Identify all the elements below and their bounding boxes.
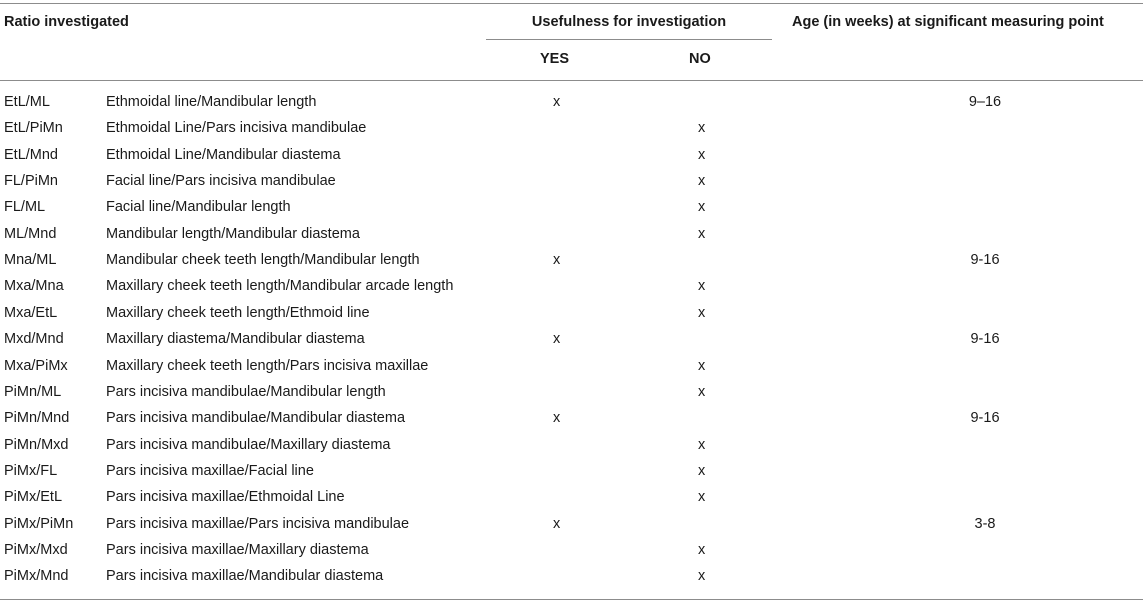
table-row (0, 249, 1143, 275)
cell-yes-mark: x (553, 515, 561, 532)
table-row (0, 565, 1143, 591)
cell-yes-mark: x (553, 94, 561, 110)
table-row (0, 513, 1143, 539)
cell-age-weeks: 9-16 (970, 410, 1000, 427)
header-rule (0, 80, 1143, 81)
cell-yes-mark: x (553, 331, 561, 348)
cell-ratio-abbr: FL/ML (4, 199, 46, 216)
cell-no-mark: x (698, 173, 706, 190)
cell-no-mark: x (698, 383, 706, 400)
header-yes: YES (540, 51, 570, 67)
header-ratio: Ratio investigated (4, 14, 129, 30)
cell-age-weeks: 9-16 (970, 252, 1000, 269)
cell-ratio-abbr: Mna/ML (4, 252, 57, 269)
header-age: Age (in weeks) at significant measuring point (792, 14, 1104, 30)
cell-no-mark: x (698, 120, 706, 137)
cell-ratio-abbr: PiMx/Mnd (4, 568, 69, 585)
table-row (0, 223, 1143, 249)
cell-ratio-abbr: EtL/Mnd (4, 146, 58, 163)
cell-yes-mark: x (553, 410, 561, 427)
cell-ratio-description: Pars incisiva mandibulae/Mandibular length (106, 383, 386, 400)
table-row (0, 117, 1143, 143)
cell-ratio-abbr: FL/PiMn (4, 173, 58, 190)
cell-ratio-description: Facial line/Pars incisiva mandibulae (106, 173, 336, 190)
table-row (0, 144, 1143, 170)
cell-age-weeks: 9-16 (970, 331, 1000, 348)
cell-no-mark: x (698, 278, 706, 295)
cell-ratio-description: Maxillary diastema/Mandibular diastema (106, 331, 365, 348)
cell-ratio-abbr: Mxa/PiMx (4, 357, 68, 374)
table-row (0, 91, 1143, 117)
cell-ratio-abbr: EtL/ML (4, 94, 50, 110)
table-row (0, 328, 1143, 354)
cell-ratio-abbr: Mxa/Mna (4, 278, 64, 295)
cell-ratio-abbr: PiMn/ML (4, 383, 62, 400)
cell-ratio-description: Ethmoidal Line/Pars incisiva mandibulae (106, 120, 367, 137)
cell-ratio-description: Facial line/Mandibular length (106, 199, 291, 216)
cell-ratio-description: Pars incisiva maxillae/Maxillary diastema (106, 541, 369, 558)
cell-ratio-abbr: PiMx/Mxd (4, 541, 68, 558)
table-row (0, 434, 1143, 460)
table-row (0, 486, 1143, 512)
cell-ratio-abbr: PiMx/EtL (4, 489, 63, 506)
cell-ratio-description: Mandibular length/Mandibular diastema (106, 225, 360, 242)
cell-ratio-description: Pars incisiva mandibulae/Maxillary diastema (106, 436, 391, 453)
cell-no-mark: x (698, 568, 706, 585)
cell-ratio-abbr: PiMx/PiMn (4, 515, 74, 532)
table-row (0, 407, 1143, 433)
cell-no-mark: x (698, 462, 706, 479)
cell-ratio-description: Pars incisiva mandibulae/Mandibular diastema (106, 410, 406, 427)
cell-no-mark: x (698, 541, 706, 558)
table-row (0, 302, 1143, 328)
cell-ratio-description: Pars incisiva maxillae/Ethmoidal Line (106, 489, 345, 506)
cell-no-mark: x (698, 436, 706, 453)
cell-ratio-abbr: ML/Mnd (4, 225, 57, 242)
table-row (0, 381, 1143, 407)
cell-ratio-description: Pars incisiva maxillae/Facial line (106, 462, 314, 479)
bottom-rule (0, 599, 1143, 600)
header-usefulness: Usefulness for investigation (531, 14, 727, 30)
usefulness-underline (486, 39, 772, 40)
table-row (0, 170, 1143, 196)
table-row (0, 460, 1143, 486)
table-row (0, 355, 1143, 381)
cell-no-mark: x (698, 199, 706, 216)
cell-no-mark: x (698, 146, 706, 163)
cell-ratio-description: Pars incisiva maxillae/Mandibular diastema (106, 568, 384, 585)
cell-ratio-description: Maxillary cheek teeth length/Ethmoid line (106, 304, 370, 321)
cell-no-mark: x (698, 357, 706, 374)
cell-ratio-abbr: PiMn/Mnd (4, 410, 70, 427)
table-row (0, 539, 1143, 565)
cell-no-mark: x (698, 225, 706, 242)
cell-no-mark: x (698, 304, 706, 321)
top-rule (0, 3, 1143, 4)
cell-ratio-description: Pars incisiva maxillae/Pars incisiva mandibulae (106, 515, 410, 532)
cell-ratio-abbr: Mxa/EtL (4, 304, 58, 321)
header-no: NO (689, 51, 711, 67)
cell-ratio-description: Mandibular cheek teeth length/Mandibular length (106, 252, 420, 269)
cell-ratio-abbr: Mxd/Mnd (4, 331, 64, 348)
table-row (0, 196, 1143, 222)
cell-ratio-description: Ethmoidal line/Mandibular length (106, 94, 317, 110)
cell-ratio-abbr: PiMn/Mxd (4, 436, 69, 453)
cell-ratio-description: Maxillary cheek teeth length/Pars incisiva maxillae (106, 357, 429, 374)
cell-no-mark: x (698, 489, 706, 506)
cell-age-weeks: 9–16 (968, 94, 1002, 110)
table-row (0, 275, 1143, 301)
cell-ratio-description: Ethmoidal Line/Mandibular diastema (106, 146, 341, 163)
cell-ratio-abbr: EtL/PiMn (4, 120, 63, 137)
cell-yes-mark: x (553, 252, 561, 269)
cell-ratio-description: Maxillary cheek teeth length/Mandibular arcade length (106, 278, 454, 295)
cell-ratio-abbr: PiMx/FL (4, 462, 58, 479)
cell-age-weeks: 3-8 (974, 515, 996, 532)
